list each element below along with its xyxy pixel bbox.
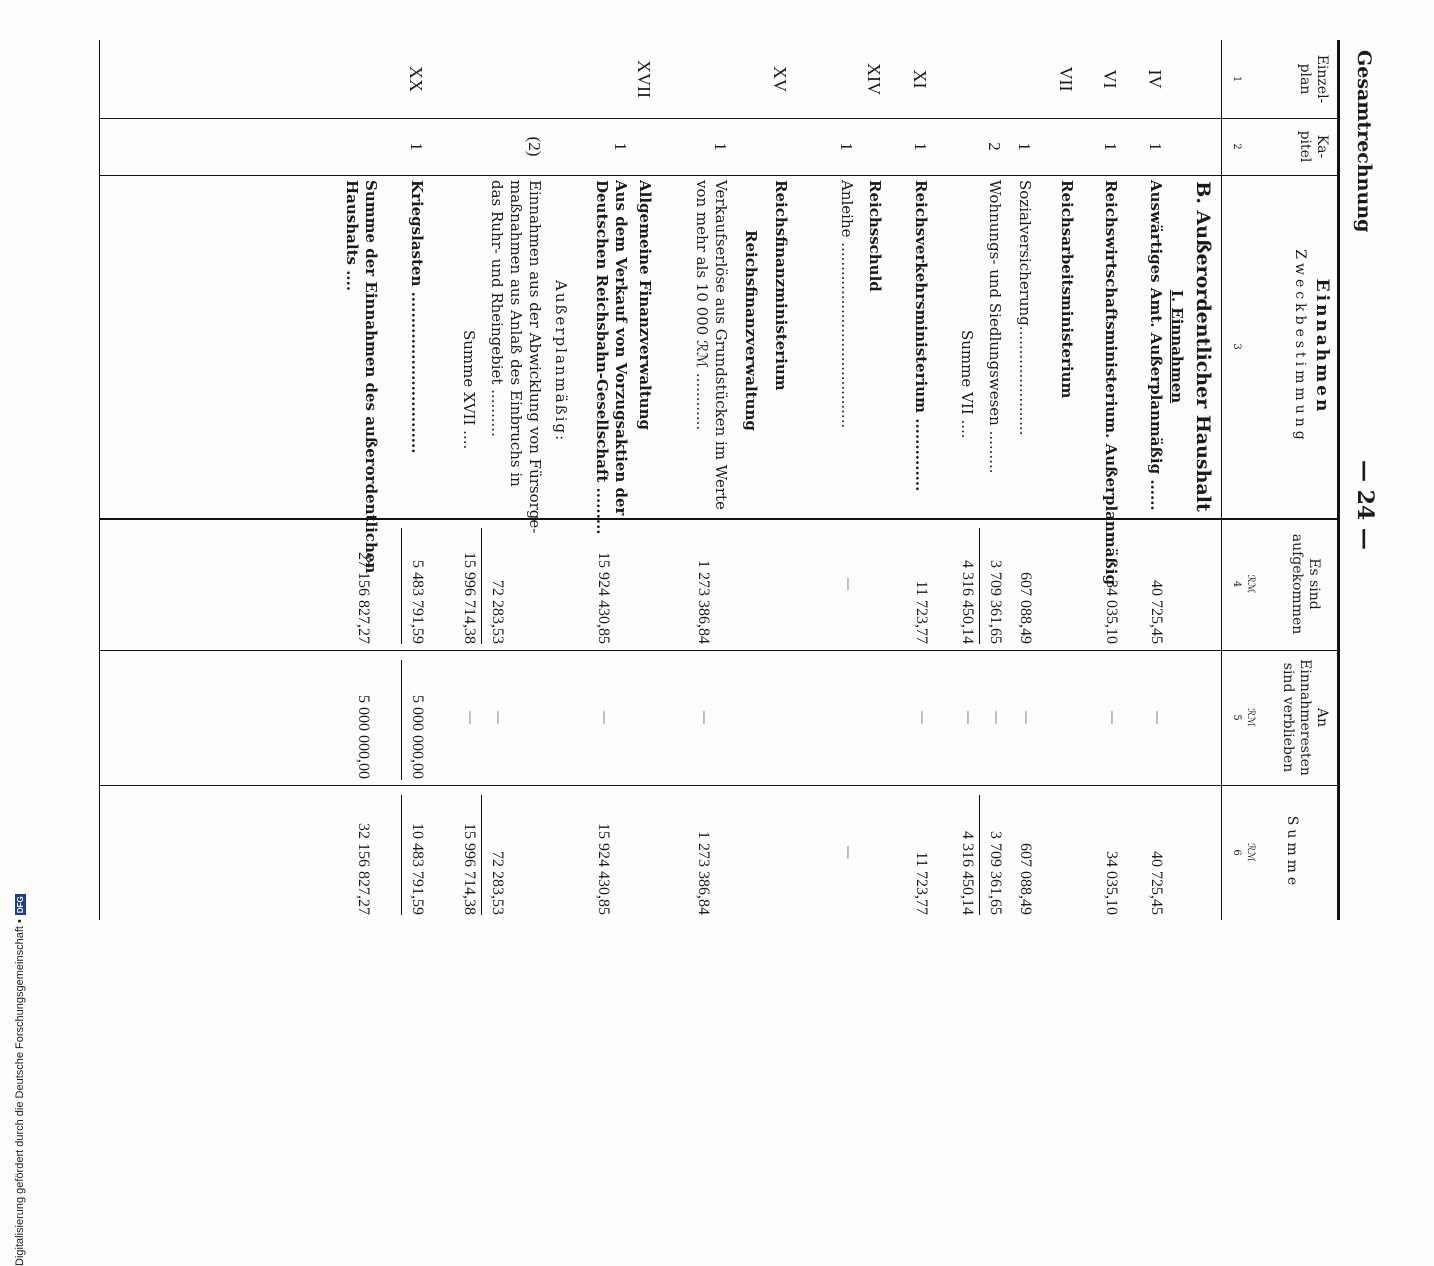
row-plan: XVII bbox=[634, 60, 654, 98]
row-plan: VI bbox=[1100, 69, 1120, 89]
row-col6: 15 996 714,38 bbox=[461, 823, 478, 915]
row-col6: 607 088,49 bbox=[1017, 843, 1034, 915]
col-num-3: 3 bbox=[1231, 343, 1242, 350]
sum-rule bbox=[401, 528, 402, 644]
row-col4: 40 725,45 bbox=[1148, 580, 1165, 644]
subsection-title: I. Einnahmen bbox=[1168, 289, 1186, 404]
row-col6: 40 725,45 bbox=[1148, 851, 1165, 915]
digitization-credit bbox=[14, 346, 26, 1266]
row-text: Reichsfinanzverwaltung bbox=[742, 230, 760, 431]
page-number: — 24 — bbox=[1352, 460, 1378, 550]
unit-col5: ℛℳ bbox=[1245, 708, 1256, 727]
sum-rule bbox=[979, 795, 980, 915]
col-header-kapitel: Ka- pitel bbox=[1297, 130, 1330, 163]
row-plan: IV bbox=[1145, 69, 1165, 89]
row-col5: — bbox=[914, 710, 930, 725]
row-text: Summe VII .... bbox=[958, 330, 976, 439]
row-col5: — bbox=[490, 710, 506, 725]
row-kapitel: 1 bbox=[911, 142, 930, 151]
header-gesamtrechnung: Gesamtrechnung bbox=[1353, 50, 1375, 233]
row-col5: — bbox=[462, 710, 478, 725]
row-text: Summe der Einnahmen des außerordentlichen Haushalts .... bbox=[343, 180, 380, 574]
row-text: Auswärtiges Amt. Außerplanmäßig ...... bbox=[1147, 180, 1165, 511]
row-text: Aus dem Verkauf von Vorzugsaktien der Deutschen Reichsbahn-Gesellschaft ......... bbox=[593, 180, 630, 535]
row-text: Reichsverkehrsministerium .............. bbox=[912, 180, 930, 492]
row-kapitel: 1 bbox=[1146, 142, 1165, 151]
row-col5: — bbox=[988, 710, 1004, 725]
row-col4: 34 035,10 bbox=[1103, 580, 1120, 644]
row-col4: 607 088,49 bbox=[1017, 572, 1034, 644]
col-num-5: 5 bbox=[1231, 714, 1242, 721]
row-kapitel: 1 bbox=[407, 142, 426, 151]
row-col5: — bbox=[696, 710, 712, 725]
sum-rule bbox=[979, 528, 980, 644]
row-col5: 5 000 000,00 bbox=[409, 695, 426, 779]
row-col5: — bbox=[960, 710, 976, 725]
row-text: Anleihe ....................................... bbox=[838, 180, 856, 429]
row-plan: XV bbox=[770, 66, 790, 92]
sum-rule bbox=[481, 528, 482, 644]
row-col4: 11 723,77 bbox=[913, 580, 930, 644]
row-plan: XI bbox=[910, 69, 930, 89]
row-col6: 4 316 450,14 bbox=[959, 831, 976, 915]
row-text: Verkaufserlöse aus Grundstücken im Werte von mehr als 10 000 ℛℳ ............ bbox=[693, 180, 730, 510]
row-col4: 27 156 827,27 bbox=[355, 552, 372, 644]
row-col5: — bbox=[1018, 710, 1034, 725]
row-text: Kriegslasten ............................... bbox=[408, 180, 426, 454]
row-col4: 4 316 450,14 bbox=[959, 560, 976, 644]
col-num-6: 6 bbox=[1231, 849, 1242, 856]
row-col6: 10 483 791,59 bbox=[409, 823, 426, 915]
row-text: Reichsarbeitsministerium bbox=[1058, 180, 1076, 399]
unit-col6: ℛℳ bbox=[1245, 843, 1256, 862]
row-col5: — bbox=[596, 710, 612, 725]
row-col4: 3 709 361,65 bbox=[987, 560, 1004, 644]
unit-col4: ℛℳ bbox=[1245, 574, 1256, 594]
row-plan: VII bbox=[1056, 66, 1076, 92]
row-col6: 3 709 361,65 bbox=[987, 831, 1004, 915]
row-text: Wohnungs- und Siedlungswesen ......... bbox=[986, 180, 1004, 474]
col-header-einnahmen: Einnahmen bbox=[1312, 278, 1332, 415]
col-header-plan: Einzel- plan bbox=[1297, 54, 1330, 104]
row-text: Sozialversicherung....................... bbox=[1016, 180, 1034, 436]
sum-rule bbox=[401, 660, 402, 780]
row-col5: — bbox=[1149, 710, 1165, 725]
col-divider-2 bbox=[100, 175, 1340, 176]
row-col4: 1 273 386,84 bbox=[695, 560, 712, 644]
row-kapitel: 1 bbox=[711, 142, 730, 151]
col-header-zweck: Zweckbestimmung bbox=[1292, 249, 1308, 444]
row-kapitel: 1 bbox=[837, 142, 856, 151]
row-col6: 72 283,53 bbox=[489, 851, 506, 915]
row-col4: 15 996 714,38 bbox=[461, 552, 478, 644]
row-col4: 72 283,53 bbox=[489, 580, 506, 644]
col-num-1: 1 bbox=[1231, 75, 1242, 83]
col-num-2: 2 bbox=[1231, 143, 1242, 150]
row-col6: 11 723,77 bbox=[913, 851, 930, 915]
row-text: Allgemeine Finanzverwaltung bbox=[636, 180, 654, 430]
dfg-logo: DFG bbox=[16, 896, 25, 914]
top-rule bbox=[1337, 40, 1340, 920]
row-col5: 5 000 000,00 bbox=[355, 695, 372, 779]
row-kapitel: 1 bbox=[1101, 142, 1120, 151]
digitization-text: Digitalisierung gefördert durch die Deutsche Forschungsgemeinschaft • bbox=[14, 919, 26, 1266]
row-col4: — bbox=[840, 577, 856, 591]
row-text: Reichsfinanzministerium bbox=[772, 180, 790, 391]
row-col6: 32 156 827,27 bbox=[355, 823, 372, 915]
row-col6: 1 273 386,84 bbox=[695, 831, 712, 915]
row-text: Außerplanmäßig: bbox=[552, 280, 570, 443]
row-kapitel: (2) bbox=[525, 136, 544, 157]
col-header-aufgekommen: Es sind aufgekommen bbox=[1289, 533, 1322, 635]
row-col5: — bbox=[1104, 710, 1120, 725]
header-rule bbox=[1221, 40, 1222, 920]
row-text: Summe XVII .... bbox=[460, 330, 478, 450]
row-col6: 34 035,10 bbox=[1103, 851, 1120, 915]
row-col4: 15 924 430,85 bbox=[595, 552, 612, 644]
row-text: Einnahmen aus der Abwicklung von Fürsorge- maßnahmen aus Anlaß des Einbruchs in das Ruhr- und Rheingebiet .......... bbox=[488, 180, 544, 534]
col-num-4: 4 bbox=[1231, 580, 1242, 588]
row-plan: XX bbox=[406, 66, 426, 92]
sum-rule bbox=[401, 795, 402, 915]
section-title: B. Außerordentlicher Haushalt bbox=[1192, 181, 1214, 512]
row-text: Reichswirtschaftsministerium. Außerplanmäßig bbox=[1102, 180, 1120, 585]
col-header-summe: Summe bbox=[1284, 815, 1300, 890]
row-plan: XIV bbox=[864, 63, 884, 95]
row-col6: 15 924 430,85 bbox=[595, 823, 612, 915]
row-kapitel: 1 bbox=[611, 142, 630, 151]
row-kapitel: 2 bbox=[985, 142, 1004, 151]
row-col6: — bbox=[840, 845, 856, 860]
bottom-rule bbox=[99, 40, 100, 920]
row-kapitel: 1 bbox=[1015, 142, 1034, 151]
row-col4: 5 483 791,59 bbox=[409, 560, 426, 644]
row-text: Reichsschuld bbox=[866, 180, 884, 292]
sum-rule bbox=[481, 795, 482, 915]
rotated-page bbox=[70, 40, 1378, 960]
col-header-reste: An Einnahmeresten sind verblieben bbox=[1280, 659, 1330, 776]
